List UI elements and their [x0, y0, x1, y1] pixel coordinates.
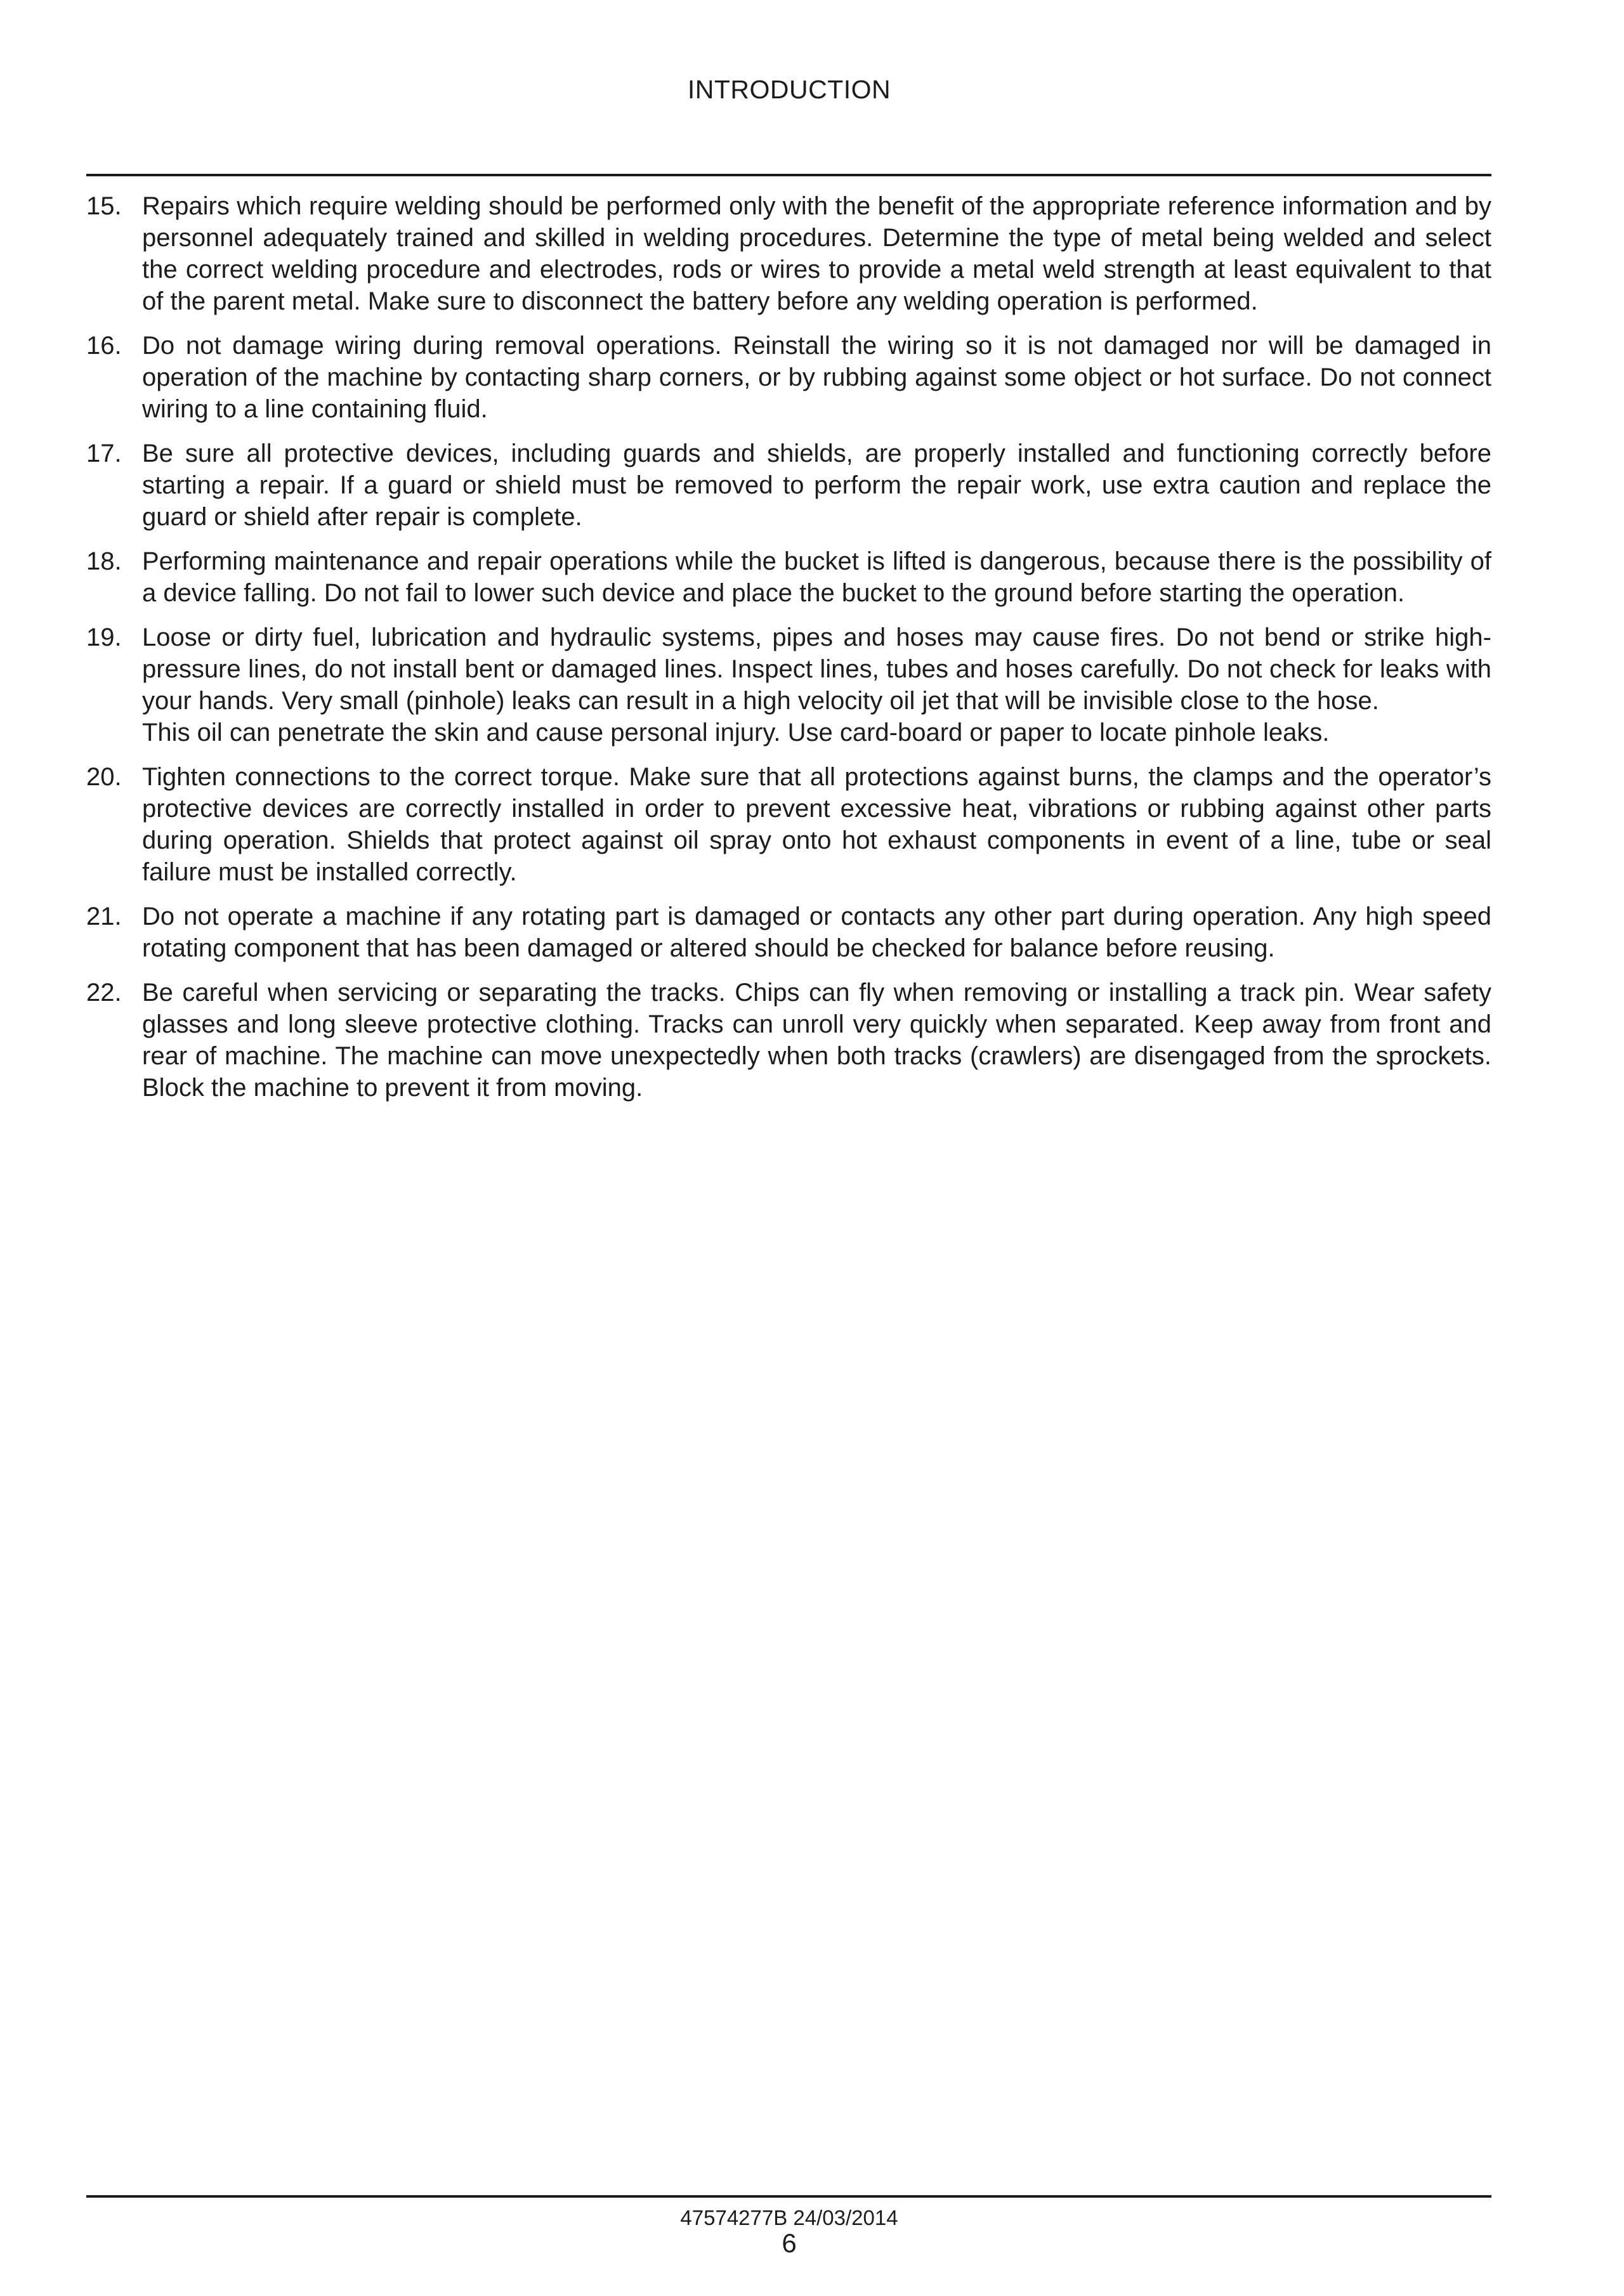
list-item-18: [86, 545, 1491, 609]
item-text: Be careful when servicing or separating the tracks. Chips can fly when removing or installing a track pin. Wear safety glasses and long sleeve protective clothing. Tracks can unroll very quickly when separated. Keep away from front and rear of machine. The machine can move unexpectedly when both tracks (crawlers) are disengaged from the sprockets. Block the machine to prevent it from moving.: [142, 979, 1491, 1102]
header-divider: [86, 174, 1491, 176]
document-code: 47574277B 24/03/2014: [680, 2206, 898, 2229]
item-text: Performing maintenance and repair operations while the bucket is lifted is dangerous, because there is the possibility of a device falling. Do not fail to lower such device and place the bucket to the ground before starting the operation.: [142, 547, 1491, 607]
item-text: Loose or dirty fuel, lubrication and hydraulic systems, pipes and hoses may cause fires. Do not bend or strike high-pressure lines, do not install bent or damaged lines. Inspect lines, tubes and hoses carefully. Do not check for leaks with your hands. Very small (pinhole) leaks can result in a high velocity oil jet that will be invisible close to the hose.: [142, 623, 1491, 715]
item-extra-text: This oil can penetrate the skin and cause personal injury. Use card-board or paper to locate pinhole leaks.: [142, 719, 1330, 747]
item-text: Be sure all protective devices, including guards and shields, are properly installed and functioning correctly before starting a repair. If a guard or shield must be removed to perform the repair work, use extra caution and replace the guard or shield after repair is complete.: [142, 440, 1491, 531]
item-text: Tighten connections to the correct torque. Make sure that all protections against burns, the clamps and the operator’s protective devices are correctly installed in order to prevent excessive heat, vibrations or rubbing against other parts during operation. Shields that protect against oil spray onto hot exhaust components in event of a line, tube or seal failure must be installed correctly.: [142, 763, 1491, 886]
item-text: Do not operate a machine if any rotating part is damaged or contacts any other part during operation. Any high speed rotating component that has been damaged or altered should be checked for balance before reusing.: [142, 903, 1491, 962]
list-item-17: [86, 438, 1491, 533]
list-item-22: [86, 977, 1491, 1104]
item-number: 19.: [86, 623, 122, 651]
list-item-19: [86, 622, 1491, 748]
item-number: 20.: [86, 763, 122, 791]
instruction-list: [86, 190, 1491, 1116]
page-number: 6: [782, 2228, 797, 2258]
item-number: 17.: [86, 440, 122, 467]
list-item-21: [86, 901, 1491, 964]
item-number: 21.: [86, 903, 122, 930]
list-item-20: [86, 761, 1491, 888]
footer-divider: [86, 2195, 1491, 2198]
list-item-15: [86, 190, 1491, 317]
item-text: Do not damage wiring during removal operations. Reinstall the wiring so it is not damaged nor will be damaged in operation of the machine by contacting sharp corners, or by rubbing against some object or hot surface. Do not connect wiring to a line containing fluid.: [142, 332, 1491, 423]
item-number: 16.: [86, 332, 122, 360]
page-header-title: INTRODUCTION: [687, 75, 891, 104]
item-number: 15.: [86, 192, 122, 220]
item-text: Repairs which require welding should be performed only with the benefit of the appropriate reference information and by personnel adequately trained and skilled in welding procedures. Determine the type of metal being welded and select the correct welding procedure and electrodes, rods or wires to provide a metal weld strength at least equivalent to that of the parent metal. Make sure to disconnect the battery before any welding operation is performed.: [142, 192, 1491, 315]
list-item-16: [86, 330, 1491, 425]
item-number: 18.: [86, 547, 122, 575]
item-number: 22.: [86, 979, 122, 1007]
